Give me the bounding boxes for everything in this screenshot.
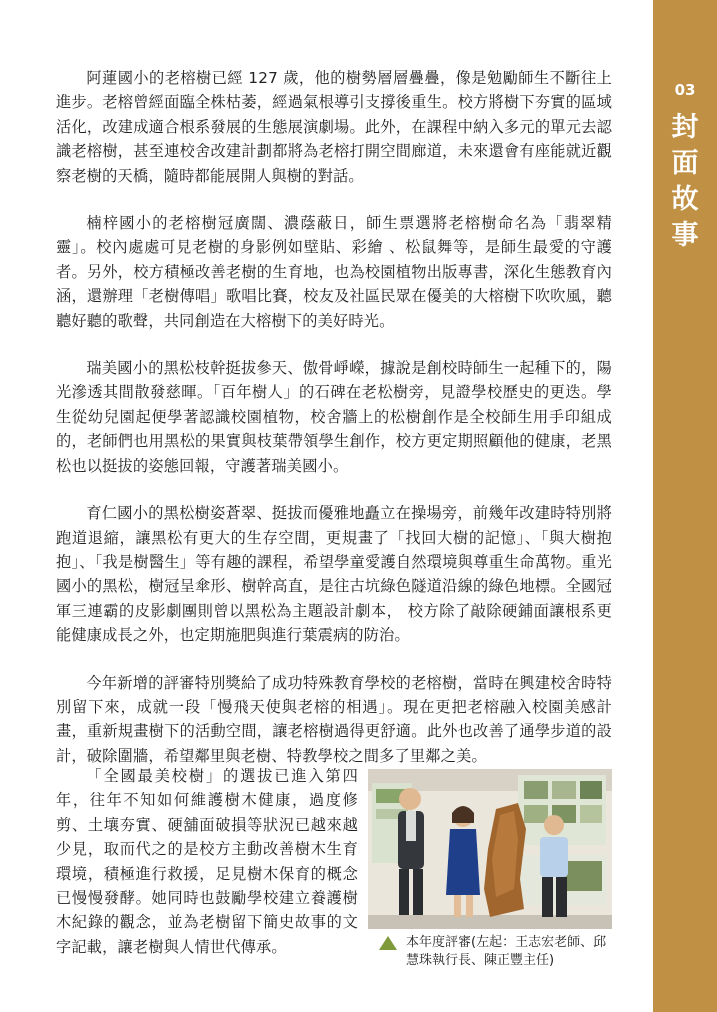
paragraph-nanzi: 楠梓國小的老榕樹冠廣闊、濃蔭蔽日，師生票選將老榕樹命名為「翡翠精靈」。校內處處可見老樹的身影例如壁貼、彩繪 、松鼠舞等，是師生最愛的守護者。另外，校方積極改善老樹的生育地，也為校園植物出版專書，深化生態教育內涵，還辦理「老樹傳唱」歌唱比賽，校友及社區民眾在優美的大榕樹下吹吹風，聽聽好聽的歌聲，共同創造在大榕樹下的美好時光。 (56, 214, 612, 330)
photo-caption-text: 本年度評審(左起：王志宏老師、邱慧珠執行長、陳正豐主任) (406, 935, 607, 968)
paragraph-alian: 阿蓮國小的老榕樹已經 127 歲，他的樹勢層層疊疊，像是勉勵師生不斷往上進步。老榕曾經面臨全株枯萎，經過氣根導引支撐後重生。校方將樹下夯實的區域活化，改建成適合根系發展的生態展演劇場。此外，在課程中納入多元的單元去認識老榕樹，甚至連校舍改建計劃都將為老榕打開空間廊道，未來還會有座能就近觀察老樹的天橋，隨時都能展開人與樹的對話。 (56, 69, 612, 185)
triangle-bullet-icon (378, 935, 398, 951)
paragraph-special-award: 今年新增的評審特別獎給了成功特殊教育學校的老榕樹，當時在興建校舍時特別留下來，成就一段「慢飛天使與老榕的相遇」。現在更把老榕融入校園美感計畫，重新規畫樹下的活動空間，讓老榕樹過得更舒適。此外也改善了通學步道的設計，破除圍牆，希望鄰里與老樹、特教學校之間多了里鄰之美。 (56, 673, 612, 765)
page-number: 03 (674, 81, 696, 99)
paragraph-ruimei: 瑞美國小的黑松枝幹挺拔參天、傲骨崢嶸，據說是創校時師生一起種下的，陽光滲透其間散發慈暉。「百年樹人」的石碑在老松樹旁，見證學校歷史的更迭。學生從幼兒園起便學著認識校園植物，校舍牆上的松樹創作是全校師生用手印組成的，老師們也用黑松的果實與枝葉帶領學生創作，校方更定期照顧他的健康，老黑松也以挺拔的姿態回報，守護著瑞美國小。 (56, 359, 612, 475)
section-title-char: 封 (671, 112, 699, 143)
section-title-char: 故 (671, 184, 699, 215)
judges-photo (368, 769, 612, 929)
section-sidebar (653, 0, 717, 1012)
paragraph-yuren: 育仁國小的黑松樹姿蒼翠、挺拔而優雅地矗立在操場旁，前幾年改建時特別將跑道退縮，讓黑松有更大的生存空間，更規畫了「找回大樹的記憶」、「與大樹抱抱」、「我是樹醫生」等有趣的課程，希望學童愛護自然環境與尊重生命萬物。重光國小的黑松，樹冠呈傘形、樹幹高直，是往古坑綠色隧道沿線的綠色地標。全國冠軍三連霸的皮影劇團則曾以黑松為主題設計劇本， 校方除了敲除硬鋪面讓根系更能健康成長之外，也定期施肥與進行葉震病的防治。 (56, 504, 612, 645)
section-title-char: 事 (671, 220, 699, 251)
closing-section (56, 764, 612, 994)
judges-photo-illustration (368, 769, 612, 929)
article-body (56, 66, 612, 791)
section-title (653, 110, 717, 254)
section-title-char: 面 (671, 148, 699, 179)
photo-caption (378, 934, 612, 970)
paragraph-closing: 「全國最美校樹」的選拔已進入第四年，往年不知如何維護樹木健康，過度修剪、土壤夯實、硬舖面破損等狀況已越來越少見，取而代之的是校方主動改善樹木生育環境，積極進行救援，足見樹木保育的概念已慢慢發酵。她同時也鼓勵學校建立養護樹木紀錄的觀念，並為老樹留下簡史故事的文字記載，讓老樹與人情世代傳承。 (56, 767, 358, 956)
